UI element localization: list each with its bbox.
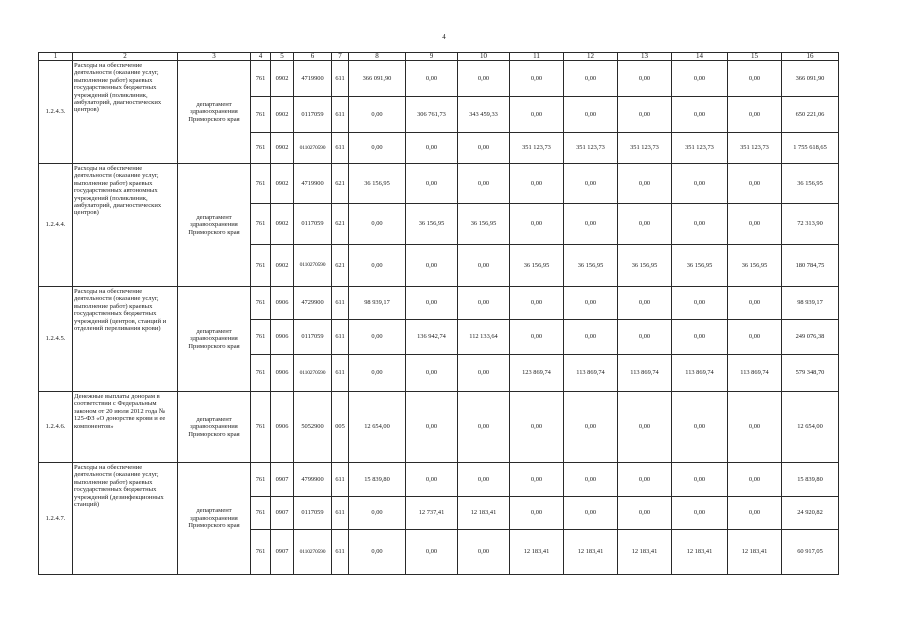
amount-cell: 12 737,41 [406, 497, 458, 530]
amount-cell: 0,00 [510, 392, 564, 463]
amount-cell: 113 869,74 [728, 355, 782, 392]
target-article-code: 0110270590 [294, 245, 332, 287]
column-number-14: 14 [672, 53, 728, 61]
grbs-code: 761 [251, 204, 271, 245]
amount-cell: 351 123,73 [728, 133, 782, 164]
amount-cell: 0,00 [510, 320, 564, 355]
amount-cell: 0,00 [510, 497, 564, 530]
amount-cell: 0,00 [458, 392, 510, 463]
column-number-13: 13 [618, 53, 672, 61]
amount-cell: 0,00 [406, 463, 458, 497]
budget-table [38, 52, 839, 575]
amount-cell: 0,00 [510, 204, 564, 245]
expense-type-code: 611 [332, 61, 349, 97]
amount-cell: 0,00 [618, 320, 672, 355]
amount-cell: 0,00 [349, 497, 406, 530]
amount-cell: 0,00 [349, 355, 406, 392]
column-number-10: 10 [458, 53, 510, 61]
amount-cell: 0,00 [406, 164, 458, 204]
amount-cell: 0,00 [564, 61, 618, 97]
amount-cell: 0,00 [618, 287, 672, 320]
amount-cell: 0,00 [728, 320, 782, 355]
amount-cell: 136 942,74 [406, 320, 458, 355]
amount-cell: 0,00 [349, 530, 406, 575]
grbs-code: 761 [251, 463, 271, 497]
amount-cell: 366 091,90 [782, 61, 839, 97]
item-code: 1.2.4.3. [39, 61, 73, 164]
amount-cell: 0,00 [458, 530, 510, 575]
expense-type-code: 611 [332, 530, 349, 575]
section-code: 0906 [271, 355, 294, 392]
amount-cell: 0,00 [728, 97, 782, 133]
target-article-code: 0117059 [294, 97, 332, 133]
amount-cell: 0,00 [406, 287, 458, 320]
amount-cell: 0,00 [618, 164, 672, 204]
grbs-code: 761 [251, 497, 271, 530]
amount-cell: 15 839,80 [349, 463, 406, 497]
amount-cell: 366 091,90 [349, 61, 406, 97]
grbs-code: 761 [251, 133, 271, 164]
target-article-code: 4719900 [294, 164, 332, 204]
expense-type-code: 611 [332, 287, 349, 320]
amount-cell: 0,00 [728, 392, 782, 463]
amount-cell: 180 784,75 [782, 245, 839, 287]
amount-cell: 60 917,05 [782, 530, 839, 575]
item-description: Расходы на обеспечение деятельности (оказание услуг, выполнение работ) краевых государственных бюджетных учреждений (дезинфекционных станций) [73, 463, 178, 575]
item-description: Расходы на обеспечение деятельности (оказание услуг, выполнение работ) краевых государственных бюджетных учреждений (поликлиник, амбулаторий, диагностических центров) [73, 61, 178, 164]
expense-type-code: 621 [332, 164, 349, 204]
amount-cell: 0,00 [349, 97, 406, 133]
amount-cell: 0,00 [672, 463, 728, 497]
amount-cell: 0,00 [458, 463, 510, 497]
amount-cell: 0,00 [728, 61, 782, 97]
amount-cell: 0,00 [672, 497, 728, 530]
amount-cell: 36 156,95 [510, 245, 564, 287]
section-code: 0906 [271, 392, 294, 463]
amount-cell: 0,00 [672, 287, 728, 320]
section-code: 0907 [271, 463, 294, 497]
target-article-code: 0110270590 [294, 530, 332, 575]
section-code: 0902 [271, 204, 294, 245]
amount-cell: 0,00 [349, 320, 406, 355]
column-number-9: 9 [406, 53, 458, 61]
amount-cell: 24 920,82 [782, 497, 839, 530]
amount-cell: 0,00 [349, 133, 406, 164]
amount-cell: 579 348,70 [782, 355, 839, 392]
column-number-7: 7 [332, 53, 349, 61]
target-article-code: 4799900 [294, 463, 332, 497]
amount-cell: 36 156,95 [564, 245, 618, 287]
amount-cell: 0,00 [458, 287, 510, 320]
expense-type-code: 611 [332, 355, 349, 392]
section-code: 0902 [271, 97, 294, 133]
expense-type-code: 611 [332, 463, 349, 497]
amount-cell: 15 839,80 [782, 463, 839, 497]
item-code: 1.2.4.5. [39, 287, 73, 392]
amount-cell: 0,00 [564, 164, 618, 204]
amount-cell: 306 761,73 [406, 97, 458, 133]
amount-cell: 0,00 [458, 133, 510, 164]
amount-cell: 343 459,33 [458, 97, 510, 133]
section-code: 0906 [271, 287, 294, 320]
column-number-16: 16 [782, 53, 839, 61]
grbs-code: 761 [251, 530, 271, 575]
section-code: 0906 [271, 320, 294, 355]
amount-cell: 0,00 [618, 463, 672, 497]
expense-type-code: 611 [332, 497, 349, 530]
item-code: 1.2.4.7. [39, 463, 73, 575]
amount-cell: 0,00 [564, 463, 618, 497]
table-row [39, 463, 839, 497]
amount-cell: 0,00 [458, 245, 510, 287]
amount-cell: 36 156,95 [349, 164, 406, 204]
department-name: департамент здравоохранения Приморского края [178, 61, 251, 164]
amount-cell: 12 183,41 [672, 530, 728, 575]
amount-cell: 351 123,73 [618, 133, 672, 164]
amount-cell: 1 755 618,65 [782, 133, 839, 164]
department-name: департамент здравоохранения Приморского края [178, 287, 251, 392]
amount-cell: 0,00 [672, 97, 728, 133]
column-number-11: 11 [510, 53, 564, 61]
expense-type-code: 611 [332, 97, 349, 133]
amount-cell: 0,00 [406, 133, 458, 164]
amount-cell: 0,00 [349, 204, 406, 245]
amount-cell: 123 869,74 [510, 355, 564, 392]
amount-cell: 0,00 [672, 204, 728, 245]
target-article-code: 0110270590 [294, 355, 332, 392]
amount-cell: 112 133,64 [458, 320, 510, 355]
amount-cell: 0,00 [728, 204, 782, 245]
item-code: 1.2.4.6. [39, 392, 73, 463]
column-number-8: 8 [349, 53, 406, 61]
amount-cell: 72 313,90 [782, 204, 839, 245]
amount-cell: 36 156,95 [618, 245, 672, 287]
amount-cell: 0,00 [510, 97, 564, 133]
table-row [39, 61, 839, 97]
section-code: 0907 [271, 530, 294, 575]
amount-cell: 113 869,74 [672, 355, 728, 392]
grbs-code: 761 [251, 245, 271, 287]
amount-cell: 0,00 [564, 97, 618, 133]
amount-cell: 12 183,41 [618, 530, 672, 575]
amount-cell: 0,00 [349, 245, 406, 287]
amount-cell: 12 183,41 [728, 530, 782, 575]
amount-cell: 0,00 [672, 392, 728, 463]
column-number-6: 6 [294, 53, 332, 61]
amount-cell: 12 654,00 [349, 392, 406, 463]
column-number-3: 3 [178, 53, 251, 61]
amount-cell: 0,00 [564, 287, 618, 320]
department-name: департамент здравоохранения Приморского края [178, 164, 251, 287]
amount-cell: 0,00 [510, 463, 564, 497]
table-row [39, 287, 839, 320]
column-number-4: 4 [251, 53, 271, 61]
amount-cell: 12 654,00 [782, 392, 839, 463]
section-code: 0902 [271, 61, 294, 97]
amount-cell: 0,00 [458, 164, 510, 204]
amount-cell: 0,00 [406, 392, 458, 463]
amount-cell: 0,00 [458, 355, 510, 392]
target-article-code: 0117059 [294, 497, 332, 530]
amount-cell: 0,00 [406, 355, 458, 392]
column-number-15: 15 [728, 53, 782, 61]
amount-cell: 0,00 [406, 245, 458, 287]
expense-type-code: 621 [332, 245, 349, 287]
grbs-code: 761 [251, 164, 271, 204]
target-article-code: 0117059 [294, 204, 332, 245]
grbs-code: 761 [251, 287, 271, 320]
amount-cell: 0,00 [564, 320, 618, 355]
target-article-code: 4719900 [294, 61, 332, 97]
amount-cell: 0,00 [618, 204, 672, 245]
amount-cell: 0,00 [672, 61, 728, 97]
amount-cell: 0,00 [618, 97, 672, 133]
amount-cell: 0,00 [728, 463, 782, 497]
amount-cell: 12 183,41 [458, 497, 510, 530]
amount-cell: 36 156,95 [782, 164, 839, 204]
target-article-code: 4729900 [294, 287, 332, 320]
grbs-code: 761 [251, 392, 271, 463]
amount-cell: 113 869,74 [564, 355, 618, 392]
amount-cell: 0,00 [406, 530, 458, 575]
amount-cell: 12 183,41 [510, 530, 564, 575]
amount-cell: 36 156,95 [406, 204, 458, 245]
amount-cell: 0,00 [510, 164, 564, 204]
amount-cell: 98 939,17 [782, 287, 839, 320]
amount-cell: 0,00 [728, 497, 782, 530]
amount-cell: 36 156,95 [672, 245, 728, 287]
amount-cell: 351 123,73 [672, 133, 728, 164]
amount-cell: 0,00 [618, 392, 672, 463]
table-row [39, 164, 839, 204]
section-code: 0902 [271, 133, 294, 164]
amount-cell: 98 939,17 [349, 287, 406, 320]
amount-cell: 0,00 [564, 497, 618, 530]
expense-type-code: 611 [332, 133, 349, 164]
column-number-5: 5 [271, 53, 294, 61]
amount-cell: 249 076,38 [782, 320, 839, 355]
table-row [39, 392, 839, 463]
department-name: департамент здравоохранения Приморского края [178, 463, 251, 575]
grbs-code: 761 [251, 355, 271, 392]
amount-cell: 0,00 [510, 61, 564, 97]
amount-cell: 0,00 [510, 287, 564, 320]
column-number-1: 1 [39, 53, 73, 61]
expense-type-code: 621 [332, 204, 349, 245]
section-code: 0902 [271, 245, 294, 287]
amount-cell: 0,00 [564, 204, 618, 245]
amount-cell: 0,00 [458, 61, 510, 97]
amount-cell: 351 123,73 [564, 133, 618, 164]
amount-cell: 0,00 [618, 497, 672, 530]
amount-cell: 650 221,06 [782, 97, 839, 133]
amount-cell: 113 869,74 [618, 355, 672, 392]
amount-cell: 36 156,95 [728, 245, 782, 287]
amount-cell: 0,00 [564, 392, 618, 463]
section-code: 0907 [271, 497, 294, 530]
item-description: Расходы на обеспечение деятельности (оказание услуг, выполнение работ) краевых государственных автономных учреждений (поликлиник, амбулаторий, диагностических центров) [73, 164, 178, 287]
amount-cell: 0,00 [728, 287, 782, 320]
amount-cell: 0,00 [618, 61, 672, 97]
amount-cell: 0,00 [406, 61, 458, 97]
amount-cell: 0,00 [672, 320, 728, 355]
amount-cell: 0,00 [728, 164, 782, 204]
column-number-12: 12 [564, 53, 618, 61]
item-description: Расходы на обеспечение деятельности (оказание услуг, выполнение работ) краевых государственных бюджетных учреждений (центров, станций и отделений переливания крови) [73, 287, 178, 392]
amount-cell: 0,00 [672, 164, 728, 204]
amount-cell: 36 156,95 [458, 204, 510, 245]
column-number-2: 2 [73, 53, 178, 61]
expense-type-code: 611 [332, 320, 349, 355]
item-description: Денежные выплаты донорам в соответствии с Федеральным законом от 20 июля 2012 года № 125-ФЗ «О донорстве крови и ее компонентов» [73, 392, 178, 463]
target-article-code: 0110270590 [294, 133, 332, 164]
expense-type-code: 005 [332, 392, 349, 463]
target-article-code: 5052900 [294, 392, 332, 463]
grbs-code: 761 [251, 97, 271, 133]
section-code: 0902 [271, 164, 294, 204]
target-article-code: 0117059 [294, 320, 332, 355]
department-name: департамент здравоохранения Приморского края [178, 392, 251, 463]
item-code: 1.2.4.4. [39, 164, 73, 287]
page-number: 4 [442, 33, 446, 41]
amount-cell: 351 123,73 [510, 133, 564, 164]
grbs-code: 761 [251, 61, 271, 97]
header-row [39, 53, 839, 61]
grbs-code: 761 [251, 320, 271, 355]
amount-cell: 12 183,41 [564, 530, 618, 575]
